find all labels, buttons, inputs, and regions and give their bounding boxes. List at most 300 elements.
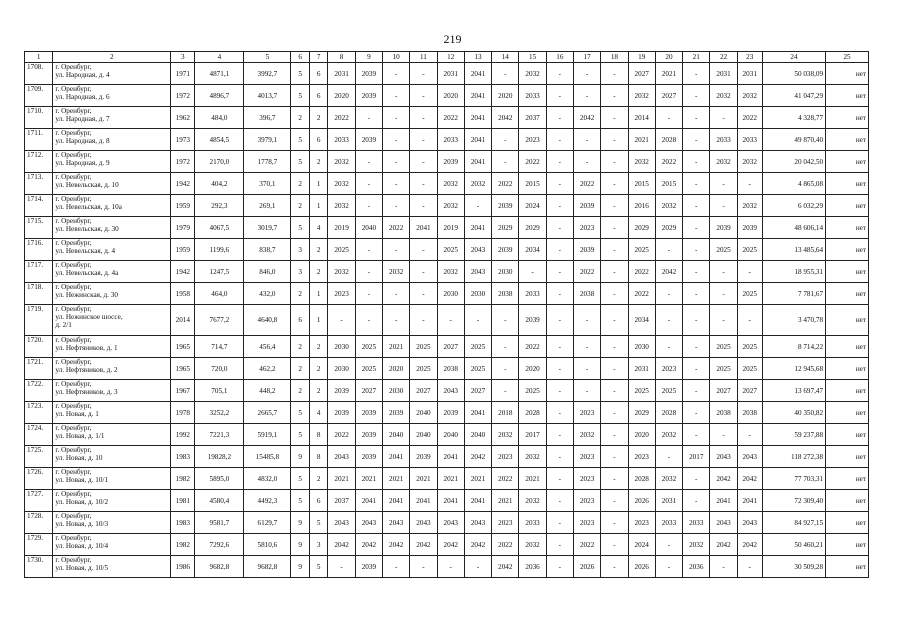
cell-col-14: 2039 — [492, 239, 519, 261]
cell-col-10: 2039 — [383, 402, 410, 424]
cell-col-11: 2027 — [410, 380, 437, 402]
cell-col-14: - — [492, 380, 519, 402]
cell-col-8: 2030 — [328, 336, 355, 358]
cell-col-19: 2029 — [628, 402, 655, 424]
cell-col-19: 2015 — [628, 173, 655, 195]
cell-col-13: 2042 — [464, 534, 491, 556]
cell-col-25: нет — [826, 468, 869, 490]
cell-col-23: 2032 — [737, 195, 762, 217]
cell-col-15: 2024 — [519, 195, 546, 217]
cell-col-6: 2 — [291, 358, 310, 380]
cell-col-8: 2032 — [328, 195, 355, 217]
cell-col-11: 2025 — [410, 336, 437, 358]
row-number: 1719. — [25, 305, 53, 336]
cell-col-9: - — [355, 107, 382, 129]
cell-col-17: - — [573, 358, 600, 380]
cell-col-15: 2021 — [519, 468, 546, 490]
cell-col-10: 2030 — [383, 380, 410, 402]
cell-col-12: 2030 — [437, 283, 464, 305]
cell-col-8: 2031 — [328, 63, 355, 85]
table-row — [25, 468, 869, 490]
cell-col-17: 2038 — [573, 283, 600, 305]
cell-col-3: 1962 — [171, 107, 195, 129]
column-header: 8 — [328, 52, 355, 63]
cell-col-16: - — [546, 195, 573, 217]
cell-col-9: 2041 — [355, 490, 382, 512]
cell-col-15: 2022 — [519, 151, 546, 173]
cell-col-17: 2032 — [573, 424, 600, 446]
column-header: 24 — [762, 52, 825, 63]
cell-col-16: - — [546, 239, 573, 261]
address-line: ул. Новая, д. 10 — [55, 454, 103, 462]
cell-col-3: 1958 — [171, 283, 195, 305]
table-row — [25, 151, 869, 173]
cell-col-4: 5895,0 — [195, 468, 244, 490]
cell-col-11: 2040 — [410, 424, 437, 446]
cell-col-13: 2021 — [464, 468, 491, 490]
cell-col-4: 1247,5 — [195, 261, 244, 283]
cell-col-17: 2023 — [573, 402, 600, 424]
address-line: ул. Нефтяников, д. 2 — [55, 366, 118, 374]
cell-col-24: 50 038,09 — [762, 63, 825, 85]
cell-col-8: 2025 — [328, 239, 355, 261]
cell-col-4: 9581,7 — [195, 512, 244, 534]
cell-col-7: 1 — [309, 173, 328, 195]
column-header: 2 — [53, 52, 171, 63]
cell-col-14: - — [492, 358, 519, 380]
table-row — [25, 283, 869, 305]
address-line: ул. Народная, д. 6 — [55, 93, 110, 101]
cell-col-3: 1973 — [171, 129, 195, 151]
cell-col-19: 2023 — [628, 446, 655, 468]
cell-col-3: 1967 — [171, 380, 195, 402]
cell-col-17: 2023 — [573, 217, 600, 239]
address-line: г. Оренбург, — [55, 468, 92, 476]
address-line: ул. Народная, д. 7 — [55, 115, 110, 123]
cell-col-13: - — [464, 195, 491, 217]
cell-col-20: - — [655, 283, 682, 305]
cell-col-19: 2031 — [628, 358, 655, 380]
cell-col-6: 2 — [291, 380, 310, 402]
cell-col-12: 2031 — [437, 63, 464, 85]
address-cell — [53, 173, 171, 195]
table-row — [25, 424, 869, 446]
row-number: 1728. — [25, 512, 53, 534]
cell-col-23: 2032 — [737, 151, 762, 173]
cell-col-13: 2032 — [464, 173, 491, 195]
cell-col-19: 2024 — [628, 534, 655, 556]
cell-col-21: - — [683, 195, 710, 217]
cell-col-19: 2022 — [628, 261, 655, 283]
cell-col-11: - — [410, 239, 437, 261]
cell-col-9: 2039 — [355, 446, 382, 468]
column-header: 4 — [195, 52, 244, 63]
cell-col-8: 2032 — [328, 261, 355, 283]
cell-col-8: 2030 — [328, 358, 355, 380]
cell-col-3: 1972 — [171, 85, 195, 107]
cell-col-18: - — [601, 534, 628, 556]
cell-col-11: - — [410, 261, 437, 283]
cell-col-13: 2025 — [464, 336, 491, 358]
cell-col-3: 1942 — [171, 261, 195, 283]
address-line: г. Оренбург, — [55, 424, 92, 432]
cell-col-21: - — [683, 261, 710, 283]
table-row — [25, 358, 869, 380]
cell-col-4: 19828,2 — [195, 446, 244, 468]
row-number: 1717. — [25, 261, 53, 283]
cell-col-3: 1992 — [171, 424, 195, 446]
cell-col-22: - — [710, 556, 737, 578]
cell-col-20: - — [655, 107, 682, 129]
cell-col-19: 2025 — [628, 380, 655, 402]
page-number: 219 — [443, 32, 462, 46]
cell-col-3: 1971 — [171, 63, 195, 85]
address-cell — [53, 63, 171, 85]
cell-col-25: нет — [826, 358, 869, 380]
cell-col-9: 2039 — [355, 63, 382, 85]
cell-col-18: - — [601, 490, 628, 512]
table-body — [25, 63, 869, 578]
cell-col-20: 2015 — [655, 173, 682, 195]
cell-col-17: 2022 — [573, 261, 600, 283]
cell-col-8: 2043 — [328, 512, 355, 534]
cell-col-20: - — [655, 446, 682, 468]
cell-col-15: 2039 — [519, 305, 546, 336]
row-number: 1711. — [25, 129, 53, 151]
cell-col-23: 2038 — [737, 402, 762, 424]
cell-col-18: - — [601, 468, 628, 490]
cell-col-12: 2027 — [437, 336, 464, 358]
cell-col-15: 2036 — [519, 556, 546, 578]
cell-col-6: 9 — [291, 556, 310, 578]
address-line: ул. Невельская, д. 4 — [55, 247, 116, 255]
cell-col-20: - — [655, 305, 682, 336]
cell-col-23: 2042 — [737, 468, 762, 490]
table-row — [25, 556, 869, 578]
cell-col-16: - — [546, 173, 573, 195]
cell-col-7: 2 — [309, 107, 328, 129]
cell-col-19: 2025 — [628, 239, 655, 261]
table-row — [25, 85, 869, 107]
address-line: г. Оренбург, — [55, 556, 92, 564]
column-header: 17 — [573, 52, 600, 63]
cell-col-19: 2022 — [628, 283, 655, 305]
cell-col-12: 2039 — [437, 151, 464, 173]
cell-col-23: - — [737, 556, 762, 578]
cell-col-19: 2032 — [628, 85, 655, 107]
cell-col-11: - — [410, 173, 437, 195]
cell-col-10: 2043 — [383, 512, 410, 534]
cell-col-13: 2040 — [464, 424, 491, 446]
cell-col-25: нет — [826, 283, 869, 305]
cell-col-5: 2665,7 — [244, 402, 291, 424]
cell-col-20: 2042 — [655, 261, 682, 283]
column-header: 25 — [826, 52, 869, 63]
cell-col-9: - — [355, 239, 382, 261]
cell-col-16: - — [546, 402, 573, 424]
cell-col-18: - — [601, 556, 628, 578]
cell-col-14: 2018 — [492, 402, 519, 424]
cell-col-18: - — [601, 151, 628, 173]
row-number: 1724. — [25, 424, 53, 446]
cell-col-17: - — [573, 151, 600, 173]
cell-col-21: 2017 — [683, 446, 710, 468]
cell-col-22: 2042 — [710, 468, 737, 490]
cell-col-18: - — [601, 402, 628, 424]
cell-col-7: 8 — [309, 446, 328, 468]
address-cell — [53, 239, 171, 261]
cell-col-25: нет — [826, 446, 869, 468]
cell-col-10: 2040 — [383, 424, 410, 446]
cell-col-25: нет — [826, 63, 869, 85]
cell-col-12: 2042 — [437, 534, 464, 556]
cell-col-13: 2041 — [464, 85, 491, 107]
address-line: ул. Народная, д. 4 — [55, 71, 110, 79]
cell-col-11: 2039 — [410, 446, 437, 468]
cell-col-6: 2 — [291, 336, 310, 358]
cell-col-17: - — [573, 336, 600, 358]
row-number: 1725. — [25, 446, 53, 468]
cell-col-4: 1199,6 — [195, 239, 244, 261]
cell-col-15: 2034 — [519, 239, 546, 261]
cell-col-14: 2022 — [492, 468, 519, 490]
cell-col-13: 2041 — [464, 490, 491, 512]
cell-col-10: - — [383, 85, 410, 107]
cell-col-20: 2022 — [655, 151, 682, 173]
cell-col-25: нет — [826, 107, 869, 129]
cell-col-23: 2033 — [737, 129, 762, 151]
cell-col-6: 2 — [291, 173, 310, 195]
cell-col-6: 5 — [291, 129, 310, 151]
cell-col-4: 2170,0 — [195, 151, 244, 173]
address-line: г. Оренбург, — [55, 402, 92, 410]
cell-col-12: 2043 — [437, 512, 464, 534]
address-line: ул. Невельская, д. 30 — [55, 225, 119, 233]
cell-col-3: 1942 — [171, 173, 195, 195]
cell-col-15: 2020 — [519, 358, 546, 380]
address-line: ул. Народная, д. 8 — [55, 137, 110, 145]
column-header: 3 — [171, 52, 195, 63]
cell-col-7: 6 — [309, 85, 328, 107]
cell-col-16: - — [546, 512, 573, 534]
cell-col-24: 50 460,21 — [762, 534, 825, 556]
row-number: 1715. — [25, 217, 53, 239]
cell-col-8: 2042 — [328, 534, 355, 556]
cell-col-25: нет — [826, 173, 869, 195]
cell-col-4: 4854,5 — [195, 129, 244, 151]
cell-col-22: 2025 — [710, 239, 737, 261]
cell-col-5: 396,7 — [244, 107, 291, 129]
address-cell — [53, 261, 171, 283]
address-line: г. Оренбург, — [55, 358, 92, 366]
cell-col-18: - — [601, 446, 628, 468]
cell-col-12: 2038 — [437, 358, 464, 380]
cell-col-7: 2 — [309, 239, 328, 261]
cell-col-22: 2043 — [710, 446, 737, 468]
address-line: ул. Нежинская, д. 30 — [55, 291, 118, 299]
cell-col-4: 9682,8 — [195, 556, 244, 578]
cell-col-19: 2026 — [628, 490, 655, 512]
cell-col-13: 2041 — [464, 217, 491, 239]
cell-col-11: - — [410, 63, 437, 85]
cell-col-10: - — [383, 151, 410, 173]
cell-col-5: 370,1 — [244, 173, 291, 195]
address-line: ул. Новая, д. 10/2 — [55, 498, 109, 506]
cell-col-17: 2023 — [573, 512, 600, 534]
cell-col-7: 2 — [309, 468, 328, 490]
cell-col-14: 2029 — [492, 217, 519, 239]
cell-col-25: нет — [826, 336, 869, 358]
address-line: г. Оренбург, — [55, 239, 92, 247]
cell-col-7: 4 — [309, 402, 328, 424]
cell-col-19: 2028 — [628, 468, 655, 490]
cell-col-6: 5 — [291, 63, 310, 85]
cell-col-10: 2042 — [383, 534, 410, 556]
cell-col-4: 404,2 — [195, 173, 244, 195]
cell-col-12: 2022 — [437, 107, 464, 129]
column-header: 22 — [710, 52, 737, 63]
table-row — [25, 195, 869, 217]
cell-col-5: 4640,8 — [244, 305, 291, 336]
cell-col-17: - — [573, 63, 600, 85]
cell-col-21: - — [683, 63, 710, 85]
cell-col-22: 2027 — [710, 380, 737, 402]
cell-col-24: 20 042,50 — [762, 151, 825, 173]
address-line: г. Оренбург, — [55, 129, 92, 137]
cell-col-22: - — [710, 261, 737, 283]
cell-col-8: 2043 — [328, 446, 355, 468]
cell-col-25: нет — [826, 534, 869, 556]
cell-col-12: 2033 — [437, 129, 464, 151]
table-row — [25, 217, 869, 239]
address-line: ул. Нефтяников, д. 1 — [55, 344, 118, 352]
cell-col-14: - — [492, 305, 519, 336]
address-line: г. Оренбург, — [55, 336, 92, 344]
cell-col-8: 2019 — [328, 217, 355, 239]
cell-col-14: 2042 — [492, 107, 519, 129]
cell-col-13: 2041 — [464, 151, 491, 173]
cell-col-24: 13 485,64 — [762, 239, 825, 261]
cell-col-16: - — [546, 151, 573, 173]
cell-col-21: - — [683, 217, 710, 239]
address-cell — [53, 512, 171, 534]
row-number: 1727. — [25, 490, 53, 512]
cell-col-19: 2023 — [628, 512, 655, 534]
address-line: ул. Народная, д. 9 — [55, 159, 110, 167]
cell-col-25: нет — [826, 512, 869, 534]
address-cell — [53, 107, 171, 129]
cell-col-24: 48 606,14 — [762, 217, 825, 239]
cell-col-19: 2034 — [628, 305, 655, 336]
address-line: г. Оренбург, — [55, 305, 92, 313]
row-number: 1710. — [25, 107, 53, 129]
address-line: ул. Нежинское шоссе, — [55, 313, 123, 321]
cell-col-10: - — [383, 283, 410, 305]
cell-col-15: 2028 — [519, 402, 546, 424]
cell-col-11: - — [410, 305, 437, 336]
cell-col-8: 2037 — [328, 490, 355, 512]
cell-col-3: 2014 — [171, 305, 195, 336]
table-row — [25, 490, 869, 512]
row-number: 1712. — [25, 151, 53, 173]
cell-col-17: - — [573, 129, 600, 151]
table-row — [25, 380, 869, 402]
cell-col-22: 2032 — [710, 151, 737, 173]
cell-col-20: 2028 — [655, 129, 682, 151]
cell-col-17: - — [573, 85, 600, 107]
cell-col-17: - — [573, 380, 600, 402]
cell-col-5: 838,7 — [244, 239, 291, 261]
cell-col-9: 2039 — [355, 129, 382, 151]
cell-col-23: - — [737, 424, 762, 446]
cell-col-4: 714,7 — [195, 336, 244, 358]
table-row — [25, 107, 869, 129]
cell-col-22: 2038 — [710, 402, 737, 424]
cell-col-15: 2033 — [519, 283, 546, 305]
cell-col-5: 462,2 — [244, 358, 291, 380]
cell-col-10: - — [383, 239, 410, 261]
cell-col-7: 2 — [309, 151, 328, 173]
column-header: 18 — [601, 52, 628, 63]
cell-col-6: 9 — [291, 446, 310, 468]
address-cell — [53, 217, 171, 239]
cell-col-16: - — [546, 446, 573, 468]
cell-col-4: 484,0 — [195, 107, 244, 129]
cell-col-8: 2020 — [328, 85, 355, 107]
cell-col-18: - — [601, 173, 628, 195]
cell-col-15: 2032 — [519, 63, 546, 85]
cell-col-11: - — [410, 556, 437, 578]
column-header: 5 — [244, 52, 291, 63]
cell-col-13: 2043 — [464, 261, 491, 283]
row-number: 1723. — [25, 402, 53, 424]
cell-col-23: - — [737, 305, 762, 336]
cell-col-25: нет — [826, 556, 869, 578]
cell-col-20: 2027 — [655, 85, 682, 107]
address-line: ул. Новая, д. 10/4 — [55, 542, 109, 550]
cell-col-14: 2022 — [492, 173, 519, 195]
cell-col-23: 2041 — [737, 490, 762, 512]
cell-col-21: - — [683, 283, 710, 305]
address-cell — [53, 283, 171, 305]
cell-col-14: 2023 — [492, 512, 519, 534]
cell-col-16: - — [546, 217, 573, 239]
address-cell — [53, 490, 171, 512]
cell-col-8: 2022 — [328, 107, 355, 129]
address-line: г. Оренбург, — [55, 85, 92, 93]
address-cell — [53, 402, 171, 424]
cell-col-18: - — [601, 195, 628, 217]
column-header: 6 — [291, 52, 310, 63]
cell-col-8: 2033 — [328, 129, 355, 151]
cell-col-16: - — [546, 358, 573, 380]
table-row — [25, 512, 869, 534]
cell-col-24: 49 870,40 — [762, 129, 825, 151]
cell-col-17: 2023 — [573, 490, 600, 512]
cell-col-10: 2020 — [383, 358, 410, 380]
cell-col-7: 2 — [309, 336, 328, 358]
cell-col-10: - — [383, 195, 410, 217]
column-header: 9 — [355, 52, 382, 63]
cell-col-23: 2043 — [737, 512, 762, 534]
cell-col-15: 2033 — [519, 85, 546, 107]
cell-col-16: - — [546, 305, 573, 336]
cell-col-18: - — [601, 380, 628, 402]
cell-col-22: - — [710, 305, 737, 336]
cell-col-17: 2023 — [573, 468, 600, 490]
cell-col-13: 2041 — [464, 129, 491, 151]
cell-col-9: 2040 — [355, 217, 382, 239]
